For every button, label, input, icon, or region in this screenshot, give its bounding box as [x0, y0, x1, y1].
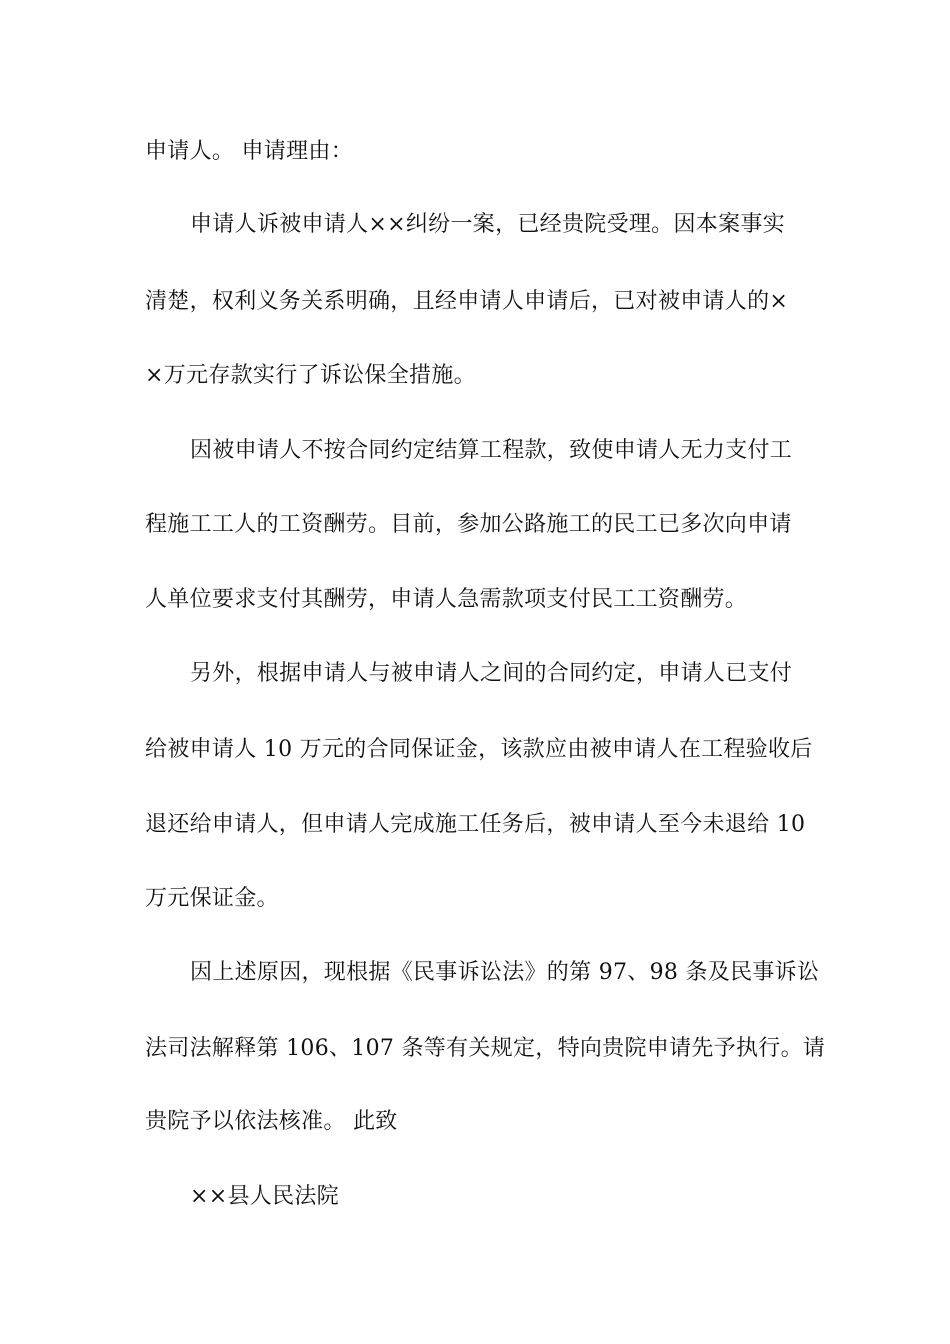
text-line: 法司法解释第 106、107 条等有关规定，特向贵院申请先予执行。请	[145, 1036, 826, 1061]
text-line: 贵院予以依法核准。 此致	[145, 1109, 398, 1134]
text-line: 退还给申请人，但申请人完成施工任务后，被申请人至今未退给 10	[145, 812, 806, 837]
paragraph-start-line: 申请人诉被申请人××纠纷一案，已经贵院受理。因本案事实	[190, 212, 785, 237]
text-line: 人单位要求支付其酬劳，申请人急需款项支付民工工资酬劳。	[145, 587, 748, 612]
text-line: 程施工工人的工资酬劳。目前，参加公路施工的民工已多次向申请	[145, 512, 792, 537]
paragraph-start-line: 另外，根据申请人与被申请人之间的合同约定，申请人已支付	[190, 661, 793, 686]
paragraph-start-line: 因被申请人不按合同约定结算工程款，致使申请人无力支付工	[190, 438, 793, 463]
text-line: 给被申请人 10 万元的合同保证金，该款应由被申请人在工程验收后	[145, 737, 813, 762]
text-line: 清楚，权利义务关系明确，且经申请人申请后，已对被申请人的×	[145, 289, 789, 314]
addressee-line: ××县人民法院	[190, 1184, 339, 1209]
text-line: ×万元存款实行了诉讼保全措施。	[145, 363, 476, 388]
text-line: 万元保证金。	[145, 886, 279, 911]
paragraph-start-line: 因上述原因，现根据《民事诉讼法》的第 97、98 条及民事诉讼	[190, 960, 820, 985]
text-line: 申请人。 申请理由：	[145, 139, 353, 164]
